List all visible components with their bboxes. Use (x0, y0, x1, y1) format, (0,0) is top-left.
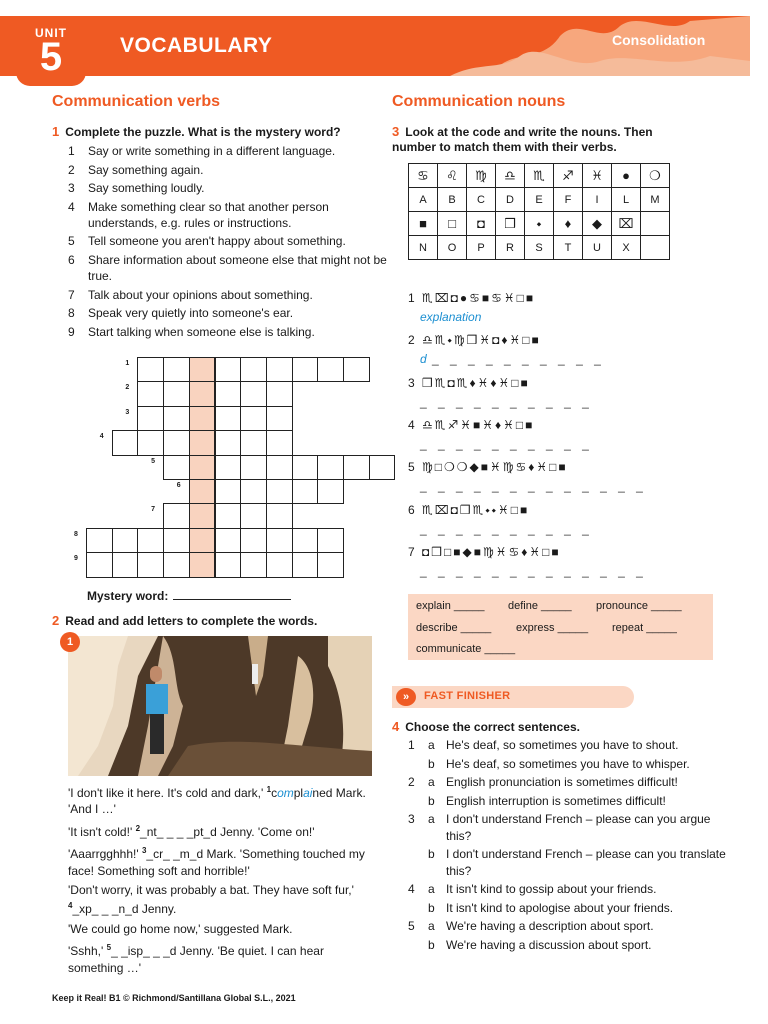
crossword-cell[interactable] (317, 528, 344, 553)
word-gap[interactable]: _nt_ _ _ _pt_d (140, 824, 217, 839)
code-letter-cell: X (612, 236, 641, 260)
code-symbol-cell: ❒ (496, 212, 525, 236)
noun-answer-dashes[interactable]: _ _ _ _ _ _ _ _ _ _ (420, 522, 593, 536)
clue-list (68, 143, 388, 342)
exercise-1-instruction (52, 124, 341, 140)
clue-item: 5 Tell someone you aren't happy about something. (68, 234, 346, 249)
mystery-cell[interactable] (189, 528, 216, 553)
crossword-cell[interactable] (215, 406, 242, 431)
mystery-cell[interactable] (189, 455, 216, 480)
story-line-3: 'Aaarrgghhh!' $^3$_cr_ _m_d Mark. 'Something touched my face! Something soft and horrible!' (68, 846, 365, 878)
crossword-cell[interactable] (112, 552, 139, 577)
sentence-option[interactable]: 4 a It isn't kind to gossip about your friends. (408, 882, 657, 896)
code-key-table (408, 163, 670, 260)
crossword-cell[interactable] (266, 406, 293, 431)
exercise-number: 2 (52, 613, 60, 628)
sentence-option[interactable]: b It isn't kind to apologise about your friends. (428, 900, 674, 915)
clue-item: 3 Say something loudly. (68, 181, 205, 196)
clue-item: 8 Speak very quietly into someone's ear. (68, 306, 294, 321)
crossword-cell[interactable] (240, 430, 267, 455)
crossword-cell[interactable] (112, 528, 139, 553)
story-line-6: 'Sshh,' $^5$_ _isp_ _ _d Jenny. 'Be quiet. I can hear something …' (68, 943, 324, 975)
crossword-cell[interactable] (163, 455, 190, 480)
noun-answer[interactable]: explanation (420, 310, 482, 324)
crossword-cell[interactable] (266, 357, 293, 382)
photo-number-badge: 1 (60, 632, 80, 652)
code-symbol-cell: ♎ (496, 164, 525, 188)
crossword-cell[interactable] (163, 381, 190, 406)
crossword-cell[interactable] (292, 357, 319, 382)
mystery-answer-line[interactable] (173, 599, 291, 600)
crossword-cell[interactable] (240, 455, 267, 480)
exercise-number: 4 (392, 719, 400, 734)
clue-item: 4 Make something clear so that another person understands, e.g. rules or instructions. (68, 199, 329, 230)
coded-noun: 7 ◘❒□■◆■♍♓♋♦♓□■ (408, 545, 561, 559)
crossword-row-number: 1 (125, 360, 130, 367)
code-letter-cell: S (525, 236, 554, 260)
crossword-cell[interactable] (215, 503, 242, 528)
mystery-cell[interactable] (189, 479, 216, 504)
code-letter-cell: F (554, 188, 583, 212)
sentence-choice-list (408, 737, 728, 955)
instruction-text: Choose the correct sentences. (405, 720, 580, 734)
code-letter-cell: O (438, 236, 467, 260)
crossword-cell[interactable] (137, 357, 164, 382)
crossword-cell[interactable] (266, 430, 293, 455)
crossword-cell[interactable] (215, 430, 242, 455)
crossword-row-number: 3 (125, 408, 130, 416)
crossword-cell[interactable] (292, 528, 319, 553)
code-symbol-cell: ♓ (583, 164, 612, 188)
code-letter-cell: N (409, 236, 438, 260)
mystery-word (87, 589, 291, 603)
code-letter-cell (641, 236, 670, 260)
coded-noun: 6 ♏⌧◘❒♏⬩⬩♓□■ (408, 503, 530, 517)
crossword-cell[interactable] (369, 455, 396, 480)
section-title-verbs: Communication verbs (52, 93, 221, 110)
sentence-option[interactable]: 2 a English pronunciation is sometimes difficult! (408, 775, 678, 789)
crossword-cell[interactable] (292, 479, 319, 504)
crossword-cell[interactable] (215, 528, 242, 553)
crossword-cell[interactable] (163, 503, 190, 528)
noun-answer-dashes[interactable]: _ _ _ _ _ _ _ _ _ _ (420, 395, 593, 409)
code-symbol-cell: ● (612, 164, 641, 188)
verb-item[interactable]: explain _____ (416, 600, 485, 612)
verb-item[interactable]: describe _____ (416, 622, 492, 634)
code-letter-cell: D (496, 188, 525, 212)
instruction-text: Complete the puzzle. What is the mystery word? (65, 125, 341, 139)
mystery-label: Mystery word: (87, 589, 169, 603)
crossword-cell[interactable] (317, 552, 344, 577)
crossword-cell[interactable] (266, 528, 293, 553)
crossword-cell[interactable] (240, 381, 267, 406)
crossword-cell[interactable] (240, 552, 267, 577)
crossword-cell[interactable] (317, 479, 344, 504)
crossword-cell[interactable] (317, 455, 344, 480)
crossword-cell[interactable] (215, 455, 242, 480)
code-letter-cell: A (409, 188, 438, 212)
code-letter-cell: U (583, 236, 612, 260)
code-symbol-cell: ♐ (554, 164, 583, 188)
clue-item: 9 Start talking when someone else is talking. (68, 324, 315, 339)
crossword-cell[interactable] (240, 528, 267, 553)
code-symbol-cell: ♋ (409, 164, 438, 188)
story-line-4: 'Don't worry, it was probably a bat. They have soft fur,' $^4$_xp_ _ _n_d Jenny. (68, 883, 354, 917)
crossword-cell[interactable] (240, 479, 267, 504)
code-symbol-cell: ♦ (554, 212, 583, 236)
coded-noun: 1 ♏⌧◘●♋■♋♓□■ (408, 291, 536, 305)
crossword-cell[interactable] (343, 455, 370, 480)
sentence-option[interactable]: b English interruption is sometimes difficult! (428, 793, 666, 808)
code-row (409, 212, 670, 236)
instruction-text: Look at the code and write the nouns. Then number to match them with their verbs. (392, 125, 653, 154)
crossword-cell[interactable] (266, 552, 293, 577)
code-symbol-cell (641, 212, 670, 236)
clue-item: 1 Say or write something in a different language. (68, 144, 336, 158)
sentence-option[interactable]: b He's deaf, so sometimes you have to whisper. (428, 756, 690, 771)
fast-finisher-banner (392, 686, 634, 708)
noun-answer-dashes[interactable]: _ _ _ _ _ _ _ _ _ _ (432, 352, 605, 366)
crossword-row-number: 5 (151, 457, 155, 465)
code-letter-cell: I (583, 188, 612, 212)
story-text (68, 782, 380, 979)
section-tag: Consolidation (612, 32, 706, 48)
sentence-option[interactable]: b We're having a discussion about sport. (428, 937, 652, 952)
code-row (409, 236, 670, 260)
crossword-row-number: 7 (151, 506, 155, 514)
verb-item[interactable]: pronounce _____ (596, 600, 682, 612)
sentence-option[interactable]: b I don't understand French – please can you translate this? (428, 847, 726, 878)
code-symbol-cell: ❍ (641, 164, 670, 188)
noun-answer[interactable]: d (420, 352, 427, 366)
crossword-cell[interactable] (317, 357, 344, 382)
crossword-cell[interactable] (137, 528, 164, 553)
mystery-cell[interactable] (189, 406, 216, 431)
crossword-cell[interactable] (86, 528, 113, 553)
cave-photo (68, 636, 372, 776)
crossword-cell[interactable] (266, 455, 293, 480)
code-letter-cell: R (496, 236, 525, 260)
code-row (409, 164, 670, 188)
page-title: VOCABULARY (120, 34, 273, 57)
crossword-cell[interactable] (163, 528, 190, 553)
crossword-cell[interactable] (215, 552, 242, 577)
crossword-cell[interactable] (163, 430, 190, 455)
sentence-option[interactable]: 1 a He's deaf, so sometimes you have to shout. (408, 738, 679, 752)
crossword-cell[interactable] (266, 381, 293, 406)
verb-matching-box (408, 594, 713, 660)
mystery-cell[interactable] (189, 381, 216, 406)
clue-item: 7 Talk about your opinions about something. (68, 287, 313, 302)
mystery-cell[interactable] (189, 503, 216, 528)
coded-noun: 2 ♎♏⬩♍❒♓◘♦♓□■ (408, 333, 541, 347)
crossword-cell[interactable] (266, 503, 293, 528)
footer-copyright: Keep it Real! B1 © Richmond/Santillana Global S.L., 2021 (52, 993, 296, 1003)
crossword-cell[interactable] (215, 381, 242, 406)
crossword-cell[interactable] (163, 357, 190, 382)
crossword-cell[interactable] (240, 503, 267, 528)
crossword-cell[interactable] (137, 552, 164, 577)
coded-noun: 5 ♍□❍❍◆■♓♍♋♦♓□■ (408, 460, 568, 474)
crossword-cell[interactable] (215, 357, 242, 382)
exercise-2-instruction (52, 613, 317, 629)
crossword-cell[interactable] (240, 357, 267, 382)
sentence-option[interactable]: 5 a We're having a description about sport. (408, 919, 654, 933)
crossword-cell[interactable] (240, 406, 267, 431)
word-gap[interactable]: _cr_ _m_d (146, 847, 204, 862)
code-letter-cell: T (554, 236, 583, 260)
story-line-2: 'It isn't cold!' $^2$_nt_ _ _ _pt_d Jenny. 'Come on!' (68, 823, 315, 839)
code-symbol-cell: ⌧ (612, 212, 641, 236)
crossword-cell[interactable] (343, 357, 370, 382)
crossword-cell[interactable] (266, 479, 293, 504)
crossword-cell[interactable] (163, 406, 190, 431)
fast-finisher-label: FAST FINISHER (424, 690, 511, 702)
story-line-1: 'I don't like it here. It's cold and dark,' $^1$complained Mark. 'And I …' (68, 785, 366, 817)
crossword-row-number: 2 (125, 384, 130, 392)
story-line-5: 'We could go home now,' suggested Mark. (68, 921, 293, 936)
crossword-cell[interactable] (86, 552, 113, 577)
verb-item[interactable]: express _____ (516, 622, 589, 634)
crossword-row-number: 9 (74, 555, 78, 563)
crossword-cell[interactable] (112, 430, 139, 455)
exercise-number: 1 (52, 124, 60, 139)
exercise-4-instruction (392, 719, 580, 735)
crossword-cell[interactable] (292, 552, 319, 577)
sentence-option[interactable]: 3 a I don't understand French – please can you argue this? (408, 812, 711, 843)
code-row (409, 188, 670, 212)
crossword-cell[interactable] (292, 455, 319, 480)
verb-item[interactable]: communicate _____ (416, 643, 516, 655)
unit-number: 5 (39, 35, 63, 79)
noun-answer-dashes[interactable]: _ _ _ _ _ _ _ _ _ _ (420, 437, 593, 451)
crossword-row-number: 6 (176, 482, 181, 489)
crossword-cell[interactable] (215, 479, 242, 504)
noun-answer-dashes[interactable]: _ _ _ _ _ _ _ _ _ _ _ _ _ (420, 479, 647, 493)
code-symbol-cell: □ (438, 212, 467, 236)
mystery-cell[interactable] (189, 357, 216, 382)
verb-item[interactable]: define _____ (508, 600, 572, 612)
crossword-cell[interactable] (137, 430, 164, 455)
crossword-cell[interactable] (137, 406, 164, 431)
code-letter-cell: P (467, 236, 496, 260)
code-letter-cell: B (438, 188, 467, 212)
verb-item[interactable]: repeat _____ (612, 622, 677, 634)
section-title-nouns: Communication nouns (392, 93, 566, 110)
coded-noun: 4 ♎♏♐♓■♓♦♓□■ (408, 418, 535, 432)
code-symbol-cell: ♌ (438, 164, 467, 188)
crossword-cell[interactable] (163, 552, 190, 577)
code-letter-cell: E (525, 188, 554, 212)
code-letter-cell: L (612, 188, 641, 212)
code-symbol-cell: ⬩ (525, 212, 554, 236)
code-letter-cell: M (641, 188, 670, 212)
mystery-cell[interactable] (189, 430, 216, 455)
word-gap[interactable]: _ _isp_ _ _d (111, 944, 177, 959)
crossword-cell[interactable] (137, 381, 164, 406)
unit-badge (16, 16, 86, 86)
instruction-text: Read and add letters to complete the words. (65, 614, 318, 628)
mystery-cell[interactable] (189, 552, 216, 577)
noun-answer-dashes[interactable]: _ _ _ _ _ _ _ _ _ _ _ _ _ (420, 564, 647, 578)
clue-item: 2 Say something again. (68, 162, 204, 177)
unit-label: UNIT (35, 26, 67, 40)
exercise-number: 3 (392, 124, 400, 139)
double-chevron-icon: » (396, 688, 416, 706)
code-symbol-cell: ■ (409, 212, 438, 236)
crossword-row-number: 8 (74, 530, 78, 538)
crossword-row-number: 4 (99, 433, 104, 441)
coded-noun: 3 ❒♏◘♏♦♓♦♓□■ (408, 376, 530, 390)
code-symbol-cell: ♍ (467, 164, 496, 188)
exercise-3-instruction (392, 124, 692, 155)
code-symbol-cell: ◆ (583, 212, 612, 236)
clue-item: 6 Share information about someone else that might not be true. (68, 252, 387, 283)
code-symbol-cell: ◘ (467, 212, 496, 236)
word-gap[interactable]: _xp_ _ _n_d (72, 902, 139, 917)
code-letter-cell: C (467, 188, 496, 212)
code-symbol-cell: ♏ (525, 164, 554, 188)
